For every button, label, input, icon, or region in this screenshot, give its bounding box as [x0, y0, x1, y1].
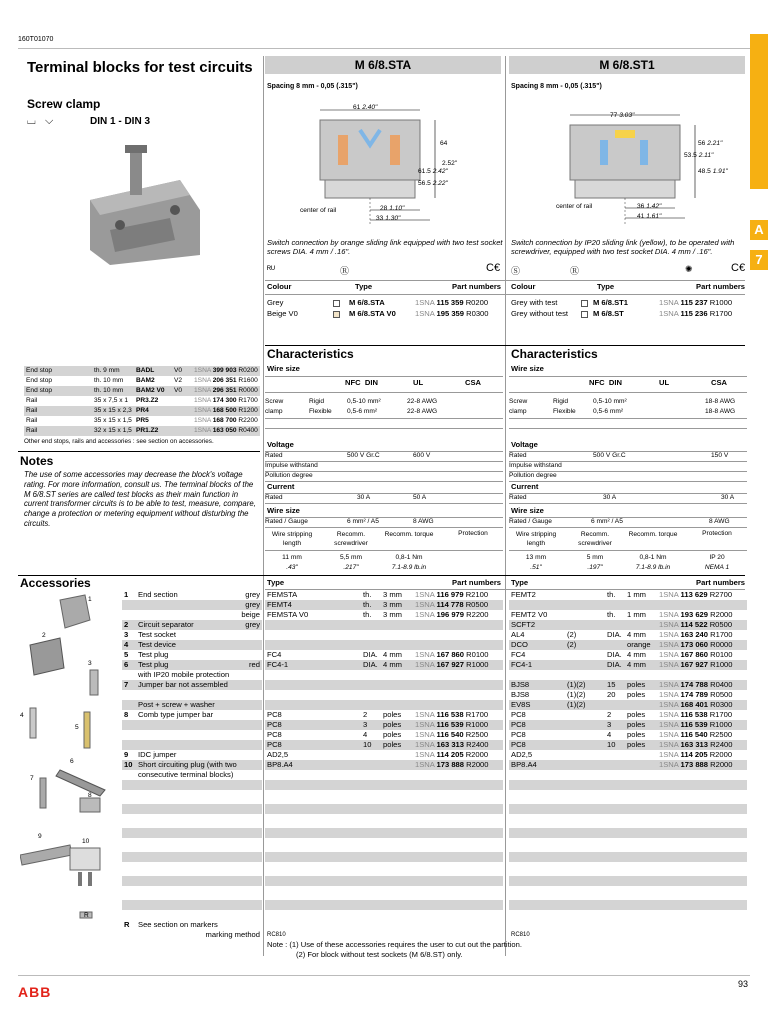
right-accessory-row: BJS8 (1)(2) 20 poles 1SNA 174 789 R0500	[511, 690, 733, 699]
left-accessory-row: PC8 3 poles 1SNA 116 539 R1000	[265, 720, 503, 730]
accessory-label-row	[122, 740, 262, 750]
left-accessory-row: PC8 4 poles 1SNA 116 540 R2500	[267, 730, 489, 739]
sd-mm: 5 mm	[586, 554, 604, 561]
note-2: (2) For block without test sockets (M 6/8.ST) only.	[296, 950, 463, 959]
blank-row	[122, 828, 262, 838]
blank-row	[509, 816, 747, 826]
screw-label: Screw	[265, 398, 284, 405]
screwdriver-label: Recomm. screwdriver	[578, 531, 612, 547]
right-accessory-row: FEMT2 th. 1 mm 1SNA 113 629 R2700	[511, 590, 733, 599]
torque-label: Recomm. torque	[628, 531, 678, 538]
page-subtitle: Screw clamp	[27, 97, 101, 111]
markers-row-2: marking method	[205, 930, 260, 939]
left-accessory-row	[265, 770, 503, 780]
blank-row	[265, 780, 503, 790]
stop-row: Rail 32 x 15 x 1,5 PR1.Z2 1SNA 163 050 R0400	[24, 426, 260, 436]
right-colour-row: Grey without test M 6/8.ST 1SNA 115 236 R1700	[511, 309, 733, 318]
left-accessory-row	[265, 680, 503, 690]
right-accessory-row	[509, 600, 747, 610]
colour-table-rule	[265, 280, 745, 281]
right-accessory-row: EV8S (1)(2) 1SNA 168 401 R0300	[509, 700, 747, 710]
screw-label: Screw	[509, 398, 528, 405]
fig-label-6: 6	[70, 758, 74, 765]
sd-mm: 5,5 mm	[340, 554, 362, 561]
gauge-ul: 8 AWG	[413, 518, 434, 525]
gauge-nfc: 6 mm² / A5	[591, 518, 623, 525]
blank-row	[509, 900, 747, 910]
right-dim-36: 36 1.42"	[637, 203, 662, 210]
fig-label-10: 10	[82, 838, 90, 845]
screwdriver-label: Recomm. screwdriver	[334, 531, 368, 547]
rated-gauge-label: Rated / Gauge	[265, 518, 308, 525]
c-rated-nfc: 30 A	[603, 494, 617, 501]
left-accessory-row: FC4 DIA. 4 mm 1SNA 167 860 R0100	[267, 650, 489, 659]
left-characteristics-title: Characteristics	[267, 347, 354, 361]
left-marker-type: RC810	[267, 932, 286, 938]
abb-logo: ABB	[18, 984, 52, 1000]
current-rated-label: Rated	[265, 494, 283, 501]
rigid-csa: 18-8 AWG	[705, 398, 736, 405]
rated-gauge-label: Rated / Gauge	[509, 518, 552, 525]
accessory-label-row: with IP20 mobile protection	[138, 670, 230, 679]
rigid-label: Rigid	[553, 398, 569, 405]
left-ul-mark: ᴿᵁ	[267, 264, 275, 274]
right-accessory-row: AL4 (2) DIA. 4 mm 1SNA 163 240 R1700	[511, 630, 733, 639]
right-accessory-row: BP8.A4 1SNA 173 888 R2000	[509, 760, 747, 770]
right-accessory-row	[509, 770, 747, 780]
blank-row	[122, 888, 262, 898]
stop-row: Rail 35 x 7,5 x 1 PR3.Z2 1SNA 174 300 R1700	[26, 397, 258, 404]
flexible-label: Flexible	[553, 408, 576, 415]
blank-row	[265, 828, 503, 838]
left-colour-header: Colour Type Part numbers	[267, 282, 501, 291]
strip-mm: 13 mm	[525, 554, 547, 561]
section-tab-7[interactable]: 7	[750, 250, 768, 270]
left-accessory-row: BP8.A4 1SNA 173 888 R2000	[265, 760, 503, 770]
blank-row	[509, 780, 747, 790]
left-model-header: M 6/8.STA	[265, 56, 501, 74]
din-label: DIN 1 - DIN 3	[90, 116, 151, 127]
accessory-label-row: 5 Test plug	[124, 650, 169, 659]
blank-row	[265, 864, 503, 874]
voltage-label: Voltage	[267, 440, 294, 449]
right-acc-header: Type Part numbers	[511, 578, 745, 587]
c-rated-ul: 50 A	[413, 494, 427, 501]
v-rated-nfc: 500 V Gr.C	[593, 452, 626, 459]
left-dim-64in: 2.52"	[442, 160, 458, 167]
column-divider-left	[263, 56, 264, 956]
stops-note: Other end stops, rails and accessories : see section on accessories.	[24, 438, 214, 445]
left-accessory-row	[265, 620, 503, 630]
right-dim-535: 53.5 2.11"	[684, 152, 714, 159]
col-nfc: NFC DIN	[345, 378, 378, 387]
right-colour-header: Colour Type Part numbers	[511, 282, 745, 291]
footnotes	[267, 940, 522, 960]
fig-label-2: 2	[42, 632, 46, 639]
right-accessory-row: PC8 4 poles 1SNA 116 540 R2500	[511, 730, 733, 739]
strip-label: Wire stripping length	[515, 531, 557, 547]
flex-nfc: 0,5-6 mm²	[347, 408, 378, 415]
left-dim-64: 64	[440, 140, 448, 147]
strip-mm: 11 mm	[282, 554, 302, 561]
blank-row	[509, 792, 747, 802]
section-tab-a[interactable]: A	[750, 220, 768, 240]
accessory-label-row	[122, 690, 262, 700]
left-accessory-row: FEMSTA th. 3 mm 1SNA 116 979 R2100	[267, 590, 489, 599]
blank-row	[265, 900, 503, 910]
strip-in: .51"	[530, 564, 542, 571]
right-marker-type: RC810	[511, 932, 530, 938]
accessory-label-row: beige	[241, 610, 260, 619]
left-accessory-row: AD2,5 1SNA 114 205 R2000	[267, 750, 489, 759]
col-csa: CSA	[465, 378, 482, 387]
wire-size-label: Wire size	[511, 364, 544, 373]
left-colour-row: Grey M 6/8.STA 1SNA 115 359 R0200	[267, 298, 489, 307]
left-colour-row: Beige V0 M 6/8.STA V0 1SNA 195 359 R0300	[267, 309, 489, 318]
characteristics-rule	[265, 345, 745, 346]
section-sidebar-bar	[750, 34, 768, 189]
left-acc-header: Type Part numbers	[267, 578, 501, 587]
blank-row	[265, 792, 503, 802]
protection-label: Protection	[458, 530, 488, 537]
right-accessory-row: PC8 10 poles 1SNA 163 313 R2400	[509, 740, 747, 750]
fig-label-1: 1	[88, 596, 92, 603]
right-accessory-row	[509, 670, 747, 680]
right-sp-mark: Ⓢ	[511, 266, 521, 276]
v-rated-ul: 600 V	[413, 452, 431, 459]
blank-row	[265, 888, 503, 898]
right-accessory-row: FC4-1 DIA. 4 mm 1SNA 167 927 R1000	[509, 660, 747, 670]
blank-row	[122, 792, 262, 802]
colour-table-rule-2	[265, 294, 745, 295]
sd-in: .217"	[343, 564, 359, 571]
stop-row: Rail 35 x 15 x 1,5 PR5 1SNA 168 700 R2200	[26, 417, 258, 424]
accessory-label-row: grey	[122, 600, 262, 610]
left-accessory-row: FC4-1 DIA. 4 mm 1SNA 167 927 R1000	[265, 660, 503, 670]
pollution-label: Pollution degree	[509, 472, 557, 479]
right-dim-56: 56 2.21"	[698, 140, 723, 147]
right-accessory-row: FEMT2 V0 th. 1 mm 1SNA 193 629 R2000	[511, 610, 733, 619]
tq-nm: 0,8-1 Nm	[395, 554, 423, 561]
right-accessory-row: PC8 3 poles 1SNA 116 539 R1000	[509, 720, 747, 730]
accessories-title: Accessories	[20, 576, 91, 590]
bottom-rule	[18, 975, 750, 976]
rigid-label: Rigid	[309, 398, 325, 405]
accessory-label-row	[122, 730, 262, 740]
right-dim-41: 41 1.61"	[637, 213, 662, 220]
wire-size-label: Wire size	[267, 364, 300, 373]
right-accessory-row: PC8 2 poles 1SNA 116 538 R1700	[511, 710, 733, 719]
clamp-label: clamp	[265, 408, 283, 415]
right-accessory-row: DCO (2) orange 1SNA 173 060 R0000	[509, 640, 747, 650]
left-ce-mark: C€	[486, 262, 501, 274]
blank-row	[122, 852, 262, 862]
rigid-ul: 22-8 AWG	[407, 398, 438, 405]
left-accessory-row: PC8 2 poles 1SNA 116 538 R1700	[267, 710, 489, 719]
fig-label-8: 8	[88, 792, 92, 799]
fig-label-3: 3	[88, 660, 92, 667]
right-accessory-row: SCFT2 1SNA 114 522 R0500	[509, 620, 747, 630]
right-dimension-drawing	[545, 100, 725, 230]
strip-label: Wire stripping length	[271, 531, 313, 547]
blank-row	[122, 780, 262, 790]
col-ul: UL	[659, 378, 670, 387]
fig-label-r: R	[84, 912, 89, 919]
impulse-label: Impulse withstand	[509, 462, 562, 469]
blank-row	[509, 888, 747, 898]
left-accessory-row	[265, 630, 503, 640]
wire-size2-label: Wire size	[511, 506, 544, 515]
right-accessory-row: AD2,5 1SNA 114 205 R2000	[511, 750, 733, 759]
impulse-label: Impulse withstand	[265, 462, 318, 469]
accessory-label-row: 9 IDC jumper	[124, 750, 177, 759]
col-ul: UL	[413, 378, 424, 387]
left-characteristics-table	[265, 362, 503, 577]
accessory-label-row	[122, 720, 262, 730]
tq-nm: 0,8-1 Nm	[639, 554, 667, 561]
current-rated-label: Rated	[509, 494, 527, 501]
left-dim-615: 61.5 2.42"	[418, 168, 448, 175]
document-code: 160T01070	[18, 36, 54, 43]
left-dim-33: 33 1.30"	[376, 215, 401, 222]
blank-row	[509, 804, 747, 814]
stop-row: End stop th. 10 mm BAM2 V0 V0 1SNA 296 351 R0000	[24, 386, 260, 396]
blank-row	[509, 840, 747, 850]
rail-profile-icons: ⌴ ⌵	[27, 115, 54, 127]
voltage-label: Voltage	[511, 440, 538, 449]
sd-in: .197"	[587, 564, 603, 571]
right-colour-row: Grey with test M 6/8.ST1 1SNA 115 237 R1000	[511, 298, 733, 307]
right-accessory-row: FC4 DIA. 4 mm 1SNA 167 860 R0100	[511, 650, 733, 659]
blank-row	[122, 876, 262, 886]
c-rated-nfc: 30 A	[357, 494, 371, 501]
flexible-label: Flexible	[309, 408, 332, 415]
left-accessory-row: PC8 10 poles 1SNA 163 313 R2400	[265, 740, 503, 750]
accessory-illustrations	[20, 590, 120, 920]
right-r-mark: Ⓡ	[570, 266, 580, 276]
rated-label: Rated	[265, 452, 283, 459]
tq-in: 7.1-8.9 lb.in	[391, 564, 427, 571]
blank-row	[122, 840, 262, 850]
blank-row	[265, 840, 503, 850]
notes-title: Notes	[20, 454, 54, 468]
flex-ul: 22-8 AWG	[407, 408, 438, 415]
accessory-label-row: 2 Circuit separator grey	[124, 620, 260, 629]
left-accessory-row	[265, 640, 503, 650]
c-rated-csa: 30 A	[721, 494, 735, 501]
flex-csa: 18-8 AWG	[705, 408, 736, 415]
left-dim-565: 56.5 2.22"	[418, 180, 448, 187]
gauge-ul: 8 AWG	[709, 518, 730, 525]
blank-row	[509, 852, 747, 862]
accessory-label-row: 10 Short circuiting plug (with two	[122, 760, 262, 770]
accessories-rule	[18, 575, 745, 576]
blank-row	[122, 864, 262, 874]
rigid-nfc: 0,5-10 mm²	[593, 398, 627, 405]
blank-row	[509, 912, 747, 922]
accessory-label-row: 6 Test plug red	[124, 660, 260, 669]
fig-label-5: 5	[75, 724, 79, 731]
wire-size2-label: Wire size	[267, 506, 300, 515]
accessory-label-row: 1 End section grey	[124, 590, 260, 599]
accessory-label-row: 7 Jumper bar not assembled	[122, 680, 262, 690]
clamp-label: clamp	[509, 408, 527, 415]
prot2-value: NEMA 1	[704, 564, 730, 571]
fig-label-4: 4	[20, 712, 24, 719]
protection-label: Protection	[702, 530, 732, 537]
right-characteristics-table	[509, 362, 747, 577]
v-rated-csa: 150 V	[711, 452, 729, 459]
stop-row: End stop th. 10 mm BAM2 V2 1SNA 206 351 R1600	[26, 377, 258, 384]
notes-rule	[18, 451, 260, 452]
note-1: (1) Use of these accessories requires the user to cut out the partition.	[289, 940, 522, 949]
pollution-label: Pollution degree	[265, 472, 313, 479]
right-caption: Switch connection by IP20 sliding link (yellow), to be operated with screwdriver, equipped with two test socket DIA. 4 mm / .16".	[511, 238, 735, 256]
left-dim-28: 28 1.10"	[380, 205, 405, 212]
tq-in: 7.1-8.9 lb.in	[635, 564, 671, 571]
current-label: Current	[267, 482, 295, 491]
left-spacing: Spacing 8 mm - 0,05 (.315")	[267, 83, 358, 90]
accessory-label-row: 4 Test device	[122, 640, 262, 650]
gauge-nfc: 6 mm² / A5	[347, 518, 379, 525]
right-model-header: M 6/8.ST1	[509, 56, 745, 74]
blank-row	[265, 804, 503, 814]
blank-row	[265, 816, 503, 826]
right-rail-center: center of rail	[556, 203, 593, 210]
fig-label-9: 9	[38, 833, 42, 840]
blank-row	[265, 852, 503, 862]
top-rule	[18, 48, 750, 49]
right-spacing: Spacing 8 mm - 0,05 (.315")	[511, 83, 602, 90]
left-accessory-row	[265, 690, 503, 700]
left-accessory-row: FEMT4 th. 3 mm 1SNA 114 778 R0500	[265, 600, 503, 610]
fig-label-7: 7	[30, 775, 34, 782]
left-dim-61: 61 2.40"	[353, 104, 378, 111]
stop-row: End stop th. 9 mm BADL V0 1SNA 399 903 R0200	[24, 366, 260, 376]
blank-row	[122, 900, 262, 910]
left-accessory-row	[265, 700, 503, 710]
col-nfc: NFC DIN	[589, 378, 622, 387]
blank-row	[509, 828, 747, 838]
torque-label: Recomm. torque	[384, 531, 434, 538]
current-label: Current	[511, 482, 539, 491]
left-rail-center: center of rail	[300, 207, 337, 214]
blank-row	[265, 876, 503, 886]
v-rated-nfc: 500 V Gr.C	[347, 452, 380, 459]
col-csa: CSA	[711, 378, 728, 387]
accessory-label-row: consecutive terminal blocks)	[138, 770, 234, 779]
column-divider	[505, 56, 506, 956]
strip-in: .43"	[286, 564, 298, 571]
accessory-label-row: 3 Test socket	[124, 630, 176, 639]
stop-row: Rail 35 x 15 x 2,3 PR4 1SNA 168 500 R1200	[24, 406, 260, 416]
right-accessory-row: BJS8 (1)(2) 15 poles 1SNA 174 788 R0400	[509, 680, 747, 690]
note-label: Note :	[267, 940, 288, 949]
terminal-block-photo	[70, 140, 210, 270]
rated-label: Rated	[509, 452, 527, 459]
right-dim-77: 77 3.03"	[610, 112, 635, 119]
right-dim-485: 48.5 1.91"	[698, 168, 728, 175]
blank-row	[122, 816, 262, 826]
left-caption: Switch connection by orange sliding link equipped with two test socket screws DIA. 4 mm / .16".	[267, 238, 503, 256]
left-accessory-row	[265, 670, 503, 680]
left-r-mark: Ⓡ	[340, 266, 350, 276]
right-characteristics-title: Characteristics	[511, 347, 598, 361]
accessory-label-row: Post + screw + washer	[122, 700, 262, 710]
left-accessory-row: FEMSTA V0 th. 3 mm 1SNA 196 979 R2200	[267, 610, 489, 619]
prot-value: IP 20	[709, 554, 725, 561]
blank-row	[509, 864, 747, 874]
blank-row	[509, 876, 747, 886]
rigid-nfc: 0,5-10 mm²	[347, 398, 381, 405]
page-title: Terminal blocks for test circuits	[27, 59, 253, 76]
blank-row	[122, 804, 262, 814]
markers-row: R See section on markers	[124, 920, 218, 929]
right-star-mark: ✺	[685, 264, 693, 274]
blank-row	[265, 912, 503, 922]
flex-nfc: 0,5-6 mm²	[593, 408, 624, 415]
page-number: 93	[737, 979, 748, 989]
accessory-label-row: 8 Comb type jumper bar	[124, 710, 214, 719]
right-ce-mark: C€	[731, 262, 746, 274]
notes-text: The use of some accessories may decrease the block's voltage rating. For more information, consult us. The terminal blocks of the M 6/8.ST series are called test blocks as their main function in current transformer circuits is to be able to test, measure, compare, change a protection or metering equipment without disturbing the circuits.	[24, 470, 256, 528]
